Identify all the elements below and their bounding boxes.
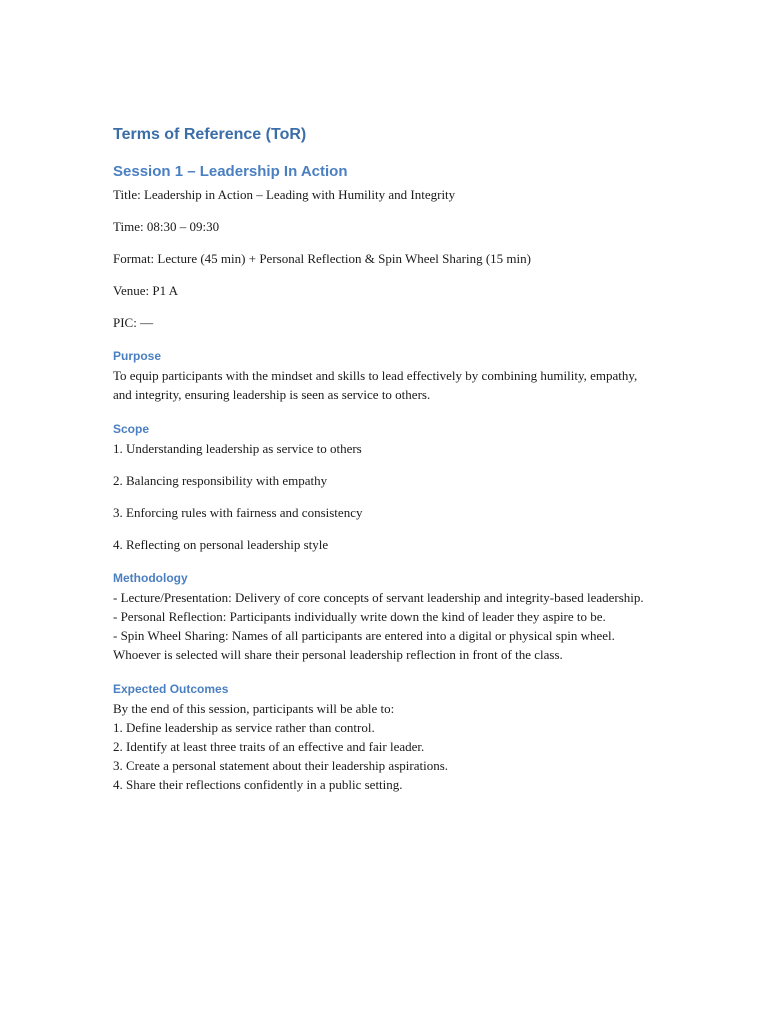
- methodology-item: - Spin Wheel Sharing: Names of all participants are entered into a digital or physical spin wheel. Whoever is selected will share their personal leadership reflection in front of the class.: [113, 628, 615, 663]
- outcomes-list: [113, 699, 658, 794]
- detail-venue: Venue: P1 A: [113, 283, 178, 298]
- methodology-list: [113, 588, 658, 665]
- detail-title: Title: Leadership in Action – Leading with Humility and Integrity: [113, 187, 456, 202]
- methodology-heading: Methodology: [113, 570, 188, 585]
- scope-item: 1. Understanding leadership as service to others: [113, 440, 362, 456]
- scope-list: [113, 439, 658, 554]
- outcomes-heading: Expected Outcomes: [113, 681, 229, 696]
- session-title: Session 1 – Leadership In Action: [113, 163, 348, 180]
- outcome-item: 1. Define leadership as service rather than control.: [113, 719, 375, 735]
- outcomes-intro: By the end of this session, participants will be able to:: [113, 700, 395, 716]
- scope-item: 3. Enforcing rules with fairness and consistency: [113, 504, 363, 520]
- outcome-item: 3. Create a personal statement about their leadership aspirations.: [113, 757, 448, 773]
- detail-pic: PIC: —: [113, 315, 154, 330]
- methodology-item: - Personal Reflection: Participants individually write down the kind of leader they aspire to be.: [113, 608, 606, 624]
- outcome-item: 4. Share their reflections confidently in a public setting.: [113, 776, 403, 792]
- detail-time: Time: 08:30 – 09:30: [113, 219, 220, 234]
- purpose-text: To equip participants with the mindset and skills to lead effectively by combining humility, empathy, and integrity, ensuring leadership is seen as service to others.: [113, 368, 638, 403]
- scope-item: 2. Balancing responsibility with empathy: [113, 472, 328, 488]
- detail-format: Format: Lecture (45 min) + Personal Reflection & Spin Wheel Sharing (15 min): [113, 251, 531, 266]
- scope-item: 4. Reflecting on personal leadership style: [113, 536, 329, 552]
- scope-heading: Scope: [113, 421, 150, 436]
- purpose-heading: Purpose: [113, 349, 162, 363]
- methodology-item: - Lecture/Presentation: Delivery of core concepts of servant leadership and integrity-based leadership.: [113, 589, 644, 605]
- document-page: [113, 124, 658, 794]
- document-title: Terms of Reference (ToR): [113, 126, 307, 143]
- outcome-item: 2. Identify at least three traits of an effective and fair leader.: [113, 738, 425, 754]
